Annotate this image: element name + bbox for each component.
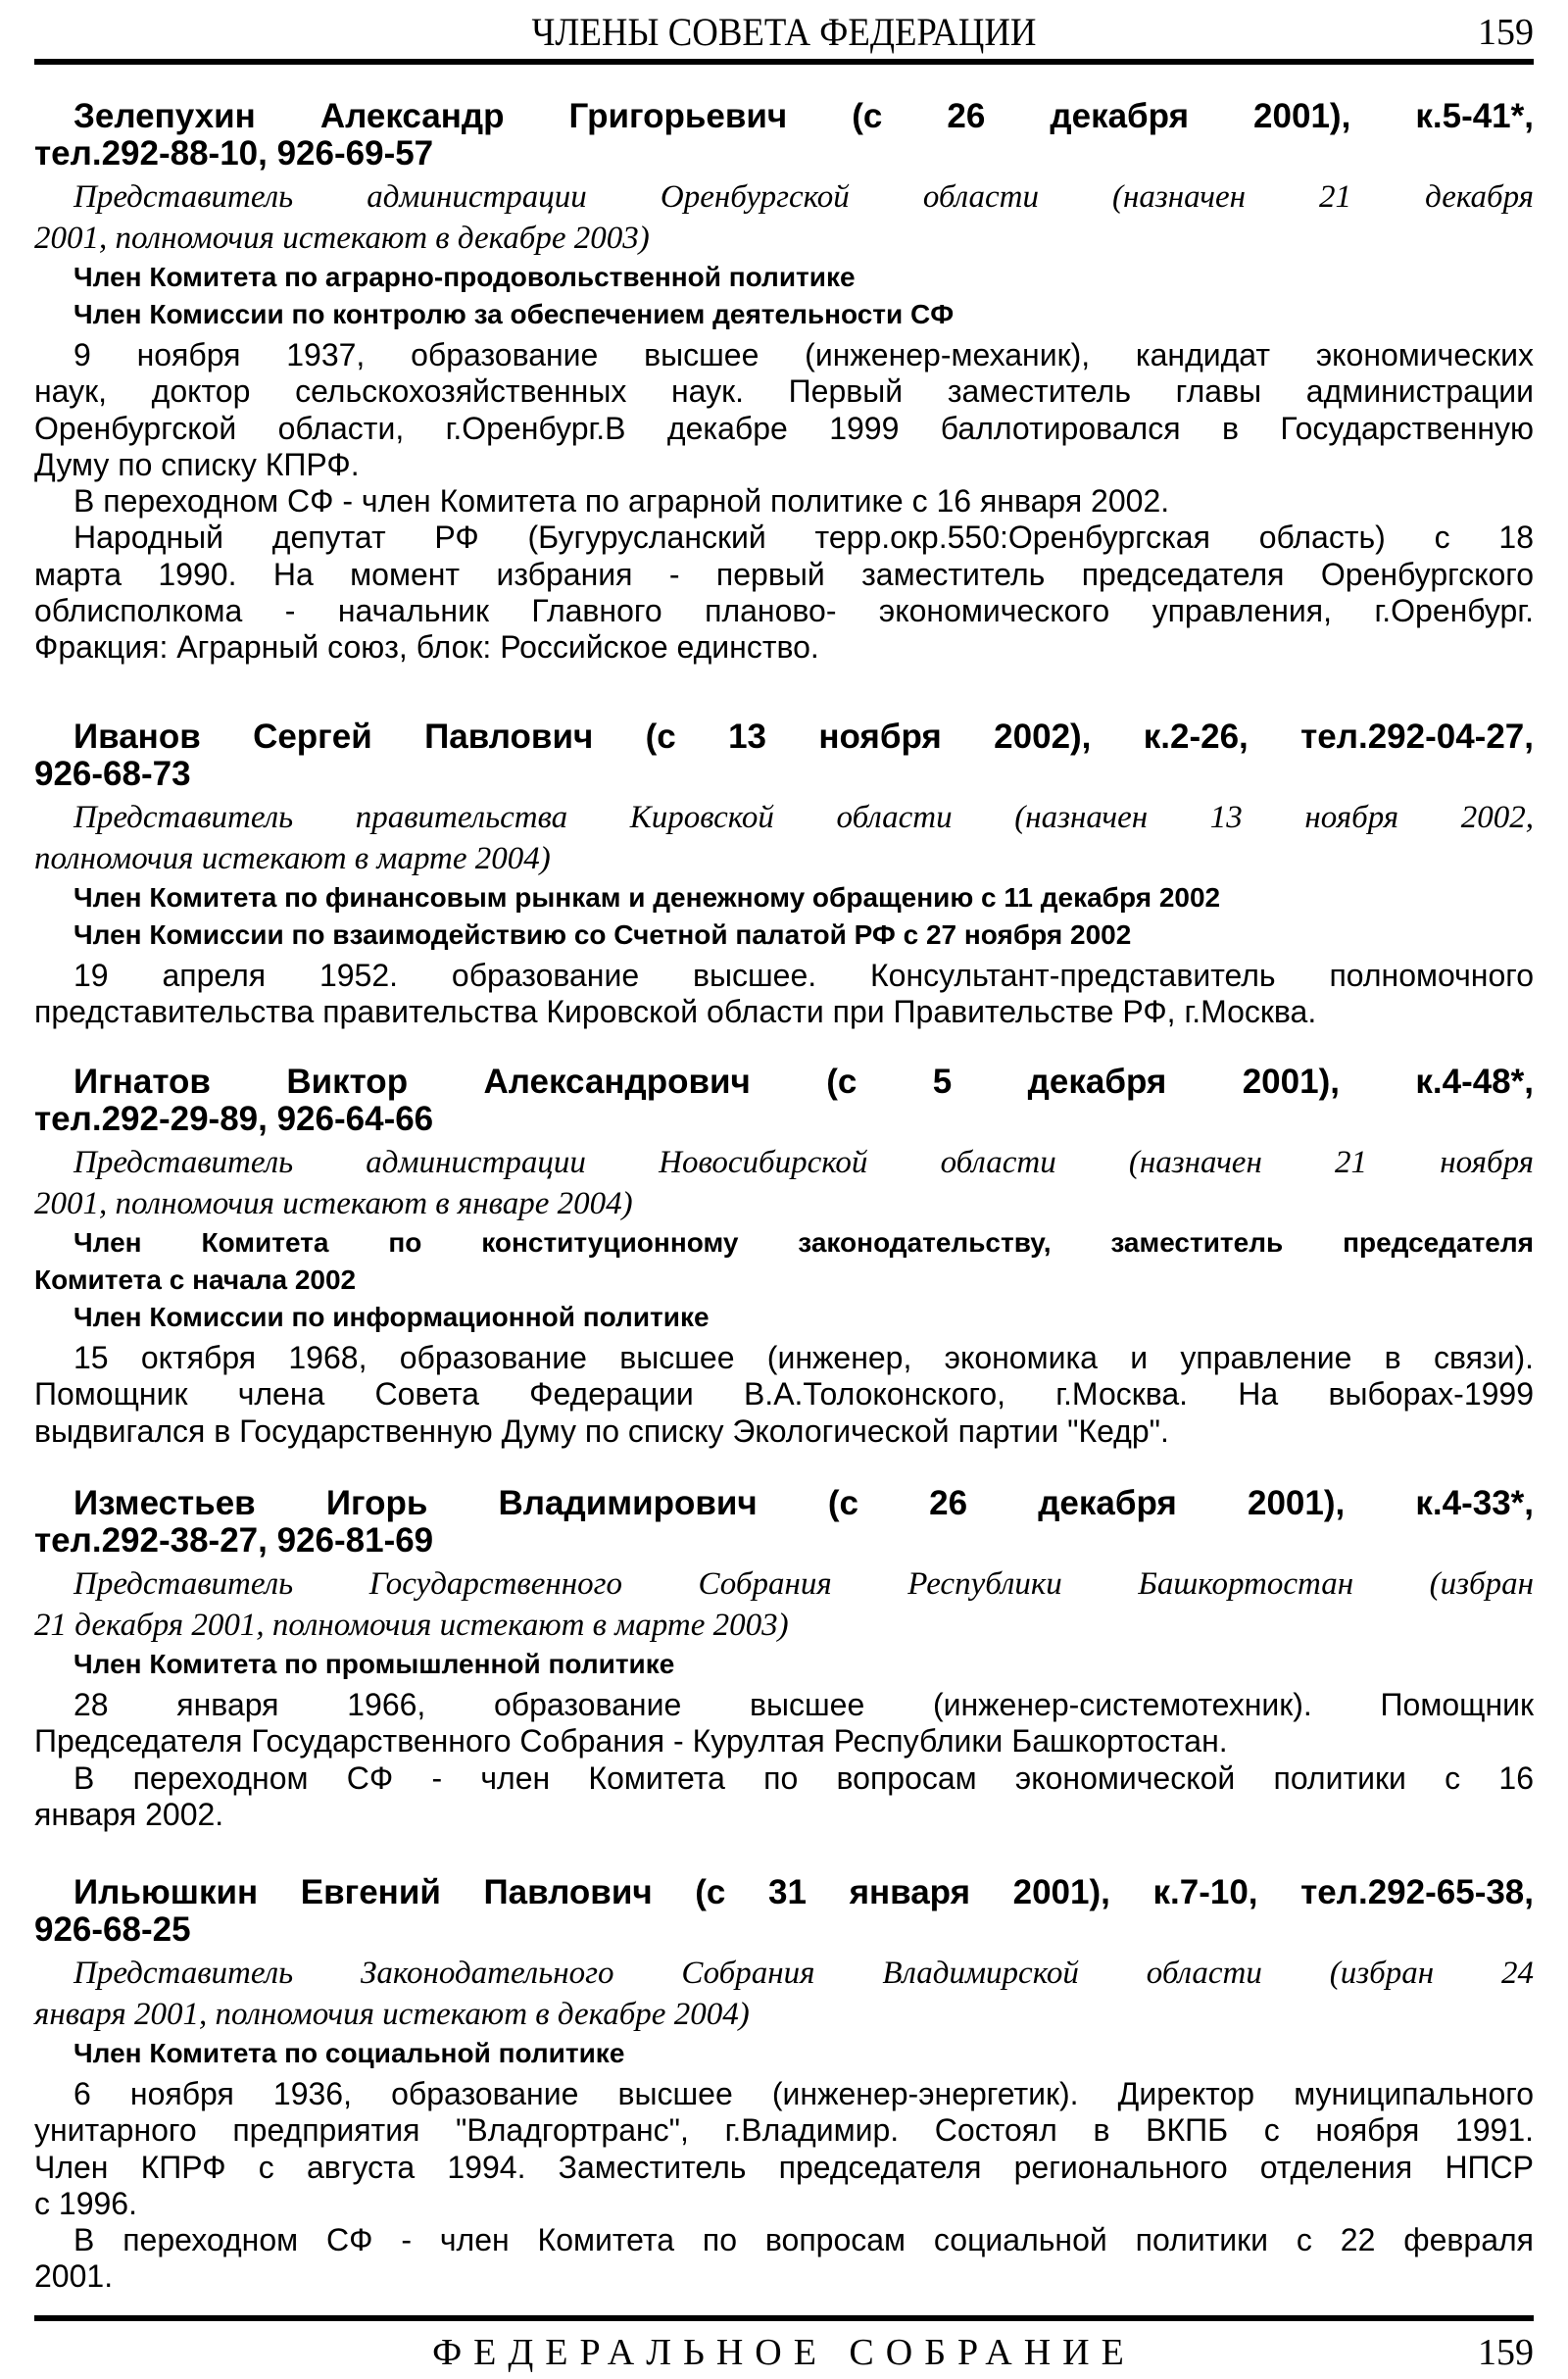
- header-rule: [34, 59, 1534, 65]
- bio-line: 19 апреля 1952. образование высшее. Консультант-представитель полномочного: [74, 958, 1534, 993]
- bio-paragraph: [34, 2076, 1534, 2222]
- member-post: [34, 1299, 1534, 1336]
- member-role: [34, 1142, 1534, 1224]
- bio-paragraph: [34, 1340, 1534, 1450]
- role-line: Представитель администрации Оренбургской области (назначен 21 декабря: [74, 179, 1534, 215]
- running-footer: [34, 2329, 1534, 2376]
- heading-line: Ильюшкин Евгений Павлович (с 31 января 2001), к.7-10, тел.292-65-38,: [74, 1873, 1534, 1911]
- footer-title: ФЕДЕРАЛЬНОЕ СОБРАНИЕ: [432, 2332, 1136, 2373]
- footer-rule: [34, 2315, 1534, 2321]
- member-role: [34, 797, 1534, 879]
- bio-line: Помощник члена Совета Федерации В.А.Толоконского, г.Москва. На выборах-1999: [34, 1376, 1534, 1413]
- bio-line: наук, доктор сельскохозяйственных наук. Первый заместитель главы администрации: [34, 373, 1534, 410]
- bio-paragraph: [34, 337, 1534, 483]
- member-heading: [34, 719, 1534, 793]
- role-line: Представитель администрации Новосибирской области (назначен 21 ноября: [74, 1145, 1534, 1180]
- role-line: 2001, полномочия истекают в декабре 2003): [34, 221, 650, 256]
- heading-line: тел.292-29-89, 926-64-66: [34, 1100, 434, 1138]
- member-role: [34, 176, 1534, 259]
- member-entry: [34, 719, 1534, 1031]
- member-entry: [34, 1874, 1534, 2296]
- header-page-number: 159: [1478, 12, 1534, 53]
- member-heading: [34, 1485, 1534, 1560]
- bio-paragraph: [34, 1687, 1534, 1760]
- role-line: января 2001, полномочия истекают в декабре 2004): [34, 1997, 750, 2032]
- heading-line: 926-68-25: [34, 1910, 191, 1949]
- member-role: [34, 1953, 1534, 2035]
- post-line: Член Комитета по финансовым рынкам и денежному обращению с 11 декабря 2002: [74, 882, 1221, 913]
- bio-line: выдвигался в Государственную Думу по списку Экологической партии "Кедр".: [34, 1413, 1169, 1449]
- heading-line: Иванов Сергей Павлович (с 13 ноября 2002), к.2-26, тел.292-04-27,: [74, 718, 1534, 756]
- bio-line: В переходном СФ - член Комитета по вопросам экономической политики с 16: [74, 1759, 1534, 1796]
- heading-line: Изместьев Игорь Владимирович (с 26 декабря 2001), к.4-33*,: [74, 1484, 1534, 1522]
- bio-line: унитарного предприятия "Владгортранс", г.Владимир. Состоял в ВКПБ с ноября 1991.: [34, 2112, 1534, 2149]
- member-post: [34, 296, 1534, 333]
- footer-page-number: 159: [1478, 2332, 1534, 2373]
- post-line: Член Комитета по социальной политике: [74, 2038, 625, 2068]
- bio-line: 9 ноября 1937, образование высшее (инженер-механик), кандидат экономических: [74, 337, 1534, 372]
- role-line: Представитель правительства Кировской области (назначен 13 ноября 2002,: [74, 800, 1534, 835]
- member-heading: [34, 1874, 1534, 1949]
- bio-line: Фракция: Аграрный союз, блок: Российское единство.: [34, 629, 819, 666]
- member-post: [34, 259, 1534, 296]
- bio-line: 15 октября 1968, образование высшее (инженер, экономика и управление в связи).: [74, 1340, 1534, 1375]
- bio-line: облисполкома - начальник Главного планово- экономического управления, г.Оренбург.: [34, 593, 1534, 629]
- member-heading: [34, 98, 1534, 173]
- bio-line: Народный депутат РФ (Бугурусланский терр.окр.550:Оренбургская область) с 18: [74, 520, 1534, 556]
- bio-line: 28 января 1966, образование высшее (инженер-системотехник). Помощник: [74, 1687, 1534, 1722]
- post-line: Член Комитета по промышленной политике: [74, 1649, 675, 1679]
- bio-line: В переходном СФ - член Комитета по вопросам социальной политики с 22 февраля: [74, 2222, 1534, 2258]
- heading-line: тел.292-38-27, 926-81-69: [34, 1521, 434, 1560]
- role-line: Представитель Законодательного Собрания Владимирской области (избран 24: [74, 1956, 1534, 1991]
- post-line: Член Комитета по конституционному законодательству, заместитель председателя: [74, 1227, 1534, 1258]
- member-post: [34, 1646, 1534, 1683]
- heading-line: Игнатов Виктор Александрович (с 5 декабря 2001), к.4-48*,: [74, 1063, 1534, 1101]
- role-line: полномочия истекают в марте 2004): [34, 841, 551, 876]
- post-line: Член Комиссии по информационной политике: [74, 1302, 710, 1332]
- post-line: Член Комитета по аграрно-продовольственной политике: [74, 262, 856, 292]
- heading-line: тел.292-88-10, 926-69-57: [34, 134, 434, 173]
- bio-line: Думу по списку КПРФ.: [34, 446, 360, 482]
- heading-line: 926-68-73: [34, 755, 191, 793]
- member-entry: [34, 1064, 1534, 1450]
- bio-line: представительства правительства Кировской области при Правительстве РФ, г.Москва.: [34, 994, 1317, 1030]
- bio-line: с 1996.: [34, 2185, 137, 2221]
- bio-line: Член КПРФ с августа 1994. Заместитель председателя регионального отделения НПСР: [34, 2149, 1534, 2185]
- role-line: 2001, полномочия истекают в январе 2004): [34, 1186, 633, 1221]
- bio-paragraph: [34, 1760, 1534, 1834]
- role-line: Представитель Государственного Собрания Республики Башкортостан (избран: [74, 1566, 1534, 1602]
- member-post: [34, 917, 1534, 954]
- post-line: Член Комиссии по взаимодействию со Счетной палатой РФ с 27 ноября 2002: [74, 919, 1132, 950]
- bio-line: 6 ноября 1936, образование высшее (инженер-энергетик). Директор муниципального: [74, 2076, 1534, 2111]
- member-role: [34, 1563, 1534, 1646]
- member-entry: [34, 1485, 1534, 1833]
- post-line: Комитета с начала 2002: [34, 1264, 357, 1295]
- bio-paragraph: [34, 483, 1534, 520]
- bio-line: Оренбургской области, г.Оренбург.В декабре 1999 баллотировался в Государственную: [34, 410, 1534, 446]
- header-title: ЧЛЕНЫ СОВЕТА ФЕДЕРАЦИИ: [531, 10, 1037, 54]
- running-header: [34, 8, 1534, 57]
- member-entry: [34, 98, 1534, 667]
- bio-line: В переходном СФ - член Комитета по аграрной политике с 16 января 2002.: [74, 483, 1170, 520]
- member-post: [34, 1224, 1534, 1299]
- bio-paragraph: [34, 520, 1534, 666]
- post-line: Член Комиссии по контролю за обеспечением деятельности СФ: [74, 299, 955, 329]
- role-line: 21 декабря 2001, полномочия истекают в марте 2003): [34, 1608, 789, 1643]
- member-post: [34, 879, 1534, 917]
- member-heading: [34, 1064, 1534, 1138]
- bio-line: марта 1990. На момент избрания - первый заместитель председателя Оренбургского: [34, 556, 1534, 592]
- member-post: [34, 2035, 1534, 2072]
- bio-line: Председателя Государственного Собрания - Курултая Республики Башкортостан.: [34, 1723, 1228, 1759]
- bio-paragraph: [34, 958, 1534, 1031]
- bio-paragraph: [34, 2222, 1534, 2296]
- bio-line: 2001.: [34, 2258, 114, 2295]
- bio-line: января 2002.: [34, 1796, 224, 1832]
- heading-line: Зелепухин Александр Григорьевич (с 26 декабря 2001), к.5-41*,: [74, 97, 1534, 135]
